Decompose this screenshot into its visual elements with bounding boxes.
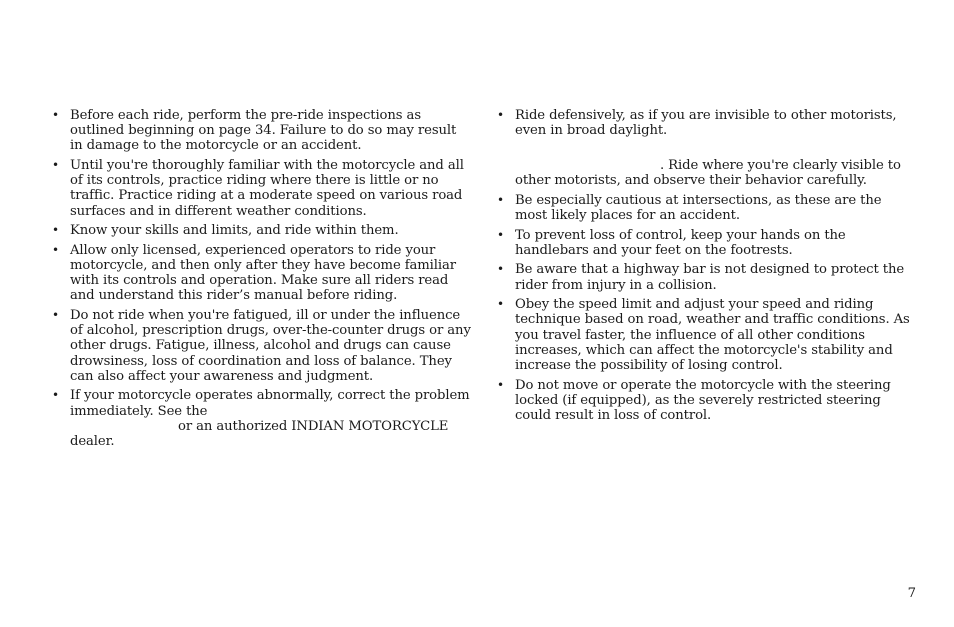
list-item <box>497 108 917 138</box>
item-text: Do not move or operate the motorcycle with the steering locked (if equipped), as the severely restricted steering could result in loss of control. <box>515 377 891 423</box>
bullet: • <box>52 242 59 257</box>
list-item <box>497 228 917 258</box>
list-item <box>497 378 917 424</box>
item-text: Obey the speed limit and adjust your speed and riding technique based on road, weather and traffic conditions. As you travel faster, the influence of all other conditions increases, which can affect the motorcycle's stability and increase the possibility of losing control. <box>515 297 910 373</box>
item-text: Before each ride, perform the pre-ride inspections as outlined beginning on page 34. Failure to do so may result in damage to the motorcycle or an accident. <box>70 108 457 154</box>
list-item <box>52 223 472 238</box>
list-item <box>497 262 917 292</box>
item-text: Be especially cautious at intersections, as these are the most likely places for an accident. <box>515 192 882 223</box>
bullet: • <box>497 108 504 122</box>
list-item <box>52 308 472 384</box>
item-text: Do not ride when you're fatigued, ill or under the influence of alcohol, prescription drugs, over-the-counter drugs or any other drugs. Fatigue, illness, alcohol and drugs can cause drowsiness, loss of coordination and loss of balance. They can also affect your awareness and judgment. <box>70 308 471 384</box>
item-text: . Ride where you're clearly visible to <box>660 157 901 173</box>
list-item <box>52 158 472 219</box>
bullet: • <box>52 158 59 172</box>
bullet: • <box>497 297 504 312</box>
bullet: • <box>52 308 59 322</box>
list-item <box>497 193 917 223</box>
list-item <box>52 108 472 154</box>
list-item <box>497 143 917 189</box>
list-item <box>52 243 472 304</box>
item-text: If your motorcycle operates abnormally, correct the problem immediately. See the <box>70 388 470 419</box>
bullet: • <box>497 227 504 242</box>
item-text: Know your skills and limits, and ride within them. <box>70 223 399 239</box>
item-text: Allow only licensed, experienced operators to ride your motorcycle, and then only after they have become familiar with its controls and operation. Make sure all riders read and understand this rider’s manual before riding. <box>70 242 457 304</box>
item-text: To prevent loss of control, keep your hands on the handlebars and your feet on the footrests. <box>515 227 846 258</box>
list-item <box>52 388 472 449</box>
left-column <box>52 108 472 454</box>
bullet: • <box>52 108 59 122</box>
bullet: • <box>497 192 504 207</box>
missing-text-line <box>515 143 917 158</box>
bullet: • <box>52 223 59 238</box>
right-column <box>497 108 917 428</box>
item-text: Until you're thoroughly familiar with the motorcycle and all of its controls, practice riding where there is little or no traffic. Practice riding at a moderate speed on various road surfaces and in different weather conditions. <box>70 158 464 219</box>
item-text: or an authorized INDIAN MOTORCYCLE <box>178 418 449 434</box>
list-item <box>497 297 917 373</box>
page-number: 7 <box>907 586 916 601</box>
bullet: • <box>52 388 59 403</box>
item-text: Ride defensively, as if you are invisible to other motorists, even in broad daylight. <box>515 108 897 139</box>
item-text: other motorists, and observe their behavior carefully. <box>515 173 867 189</box>
bullet: • <box>497 377 504 392</box>
item-text: dealer. <box>70 434 115 450</box>
item-text: Be aware that a highway bar is not designed to protect the rider from injury in a collision. <box>515 262 905 293</box>
bullet: • <box>497 262 504 277</box>
